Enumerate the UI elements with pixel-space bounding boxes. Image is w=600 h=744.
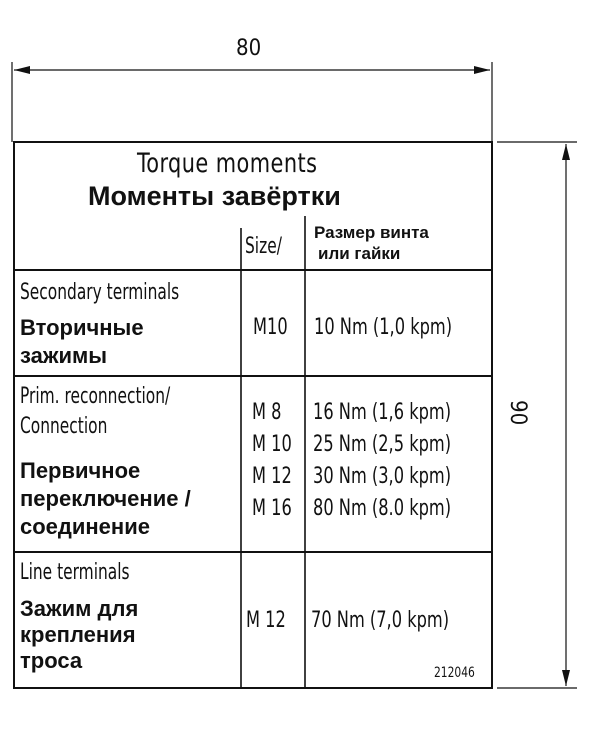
- arrowhead-top: [562, 144, 570, 160]
- arrowhead-bottom: [562, 670, 570, 686]
- row2-label-en-2: Connection: [20, 414, 108, 439]
- row1-label-en: Secondary terminals: [20, 280, 180, 305]
- row2-torque-3: 30 Nm (3,0 kpm): [313, 464, 452, 489]
- row3-torque: 70 Nm (7,0 kpm): [311, 608, 450, 633]
- arrowhead-right: [474, 66, 490, 74]
- size-ru-line2: или гайки: [318, 244, 401, 263]
- row2-size-2: M 10: [252, 432, 292, 457]
- size-ru-line1: Размер винта: [314, 223, 429, 242]
- row2-torque-1: 16 Nm (1,6 kpm): [313, 400, 452, 425]
- row1-torque: 10 Nm (1,0 kpm): [314, 315, 453, 340]
- width-dimension-label: 80: [236, 36, 262, 61]
- row1-label-ru-2: зажимы: [20, 343, 108, 368]
- row2-torque-2: 25 Nm (2,5 kpm): [313, 432, 452, 457]
- row3-label-en: Line terminals: [20, 560, 130, 585]
- row2-size-3: M 12: [252, 464, 292, 489]
- row2-label-ru-1: Первичное: [20, 458, 141, 483]
- title-en: Torque moments: [137, 148, 318, 179]
- row1-label-ru-1: Вторичные: [20, 315, 144, 340]
- row2-size-4: M 16: [252, 496, 292, 521]
- row3-size: M 12: [246, 608, 286, 633]
- row2-torque-4: 80 Nm (8.0 kpm): [313, 496, 452, 521]
- row2-label-ru-3: соединение: [20, 514, 150, 539]
- title-ru: Моменты завёртки: [88, 181, 341, 211]
- row2-size-1: M 8: [252, 400, 282, 425]
- row3-label-ru-1: Зажим для: [20, 596, 139, 621]
- height-dimension-label: 90: [505, 400, 530, 426]
- drawing-number: 212046: [434, 665, 475, 681]
- row1-size: M10: [253, 315, 288, 340]
- row2-label-ru-2: переключение /: [20, 486, 191, 511]
- row2-label-en-1: Prim. reconnection/: [20, 384, 171, 409]
- arrowhead-left: [14, 66, 30, 74]
- size-label: Size/: [245, 234, 282, 259]
- row3-label-ru-3: троса: [20, 648, 83, 673]
- row3-label-ru-2: крепления: [20, 622, 136, 647]
